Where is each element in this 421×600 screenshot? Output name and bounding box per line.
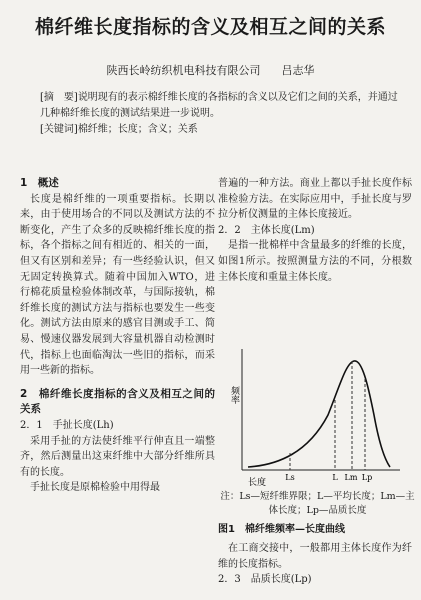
left-column: [20, 176, 215, 496]
keywords-text: 棉纤维；长度；含义；关系: [77, 124, 198, 135]
mark-l: L: [332, 473, 338, 482]
figure-note: 注：Ls—短纤维界限；L—平均长度；Lm—主体长度；Lp—品质长度: [220, 491, 415, 516]
mark-lm: Lm: [344, 473, 358, 482]
figure-caption: 图1 棉纤维频率—长度曲线: [218, 524, 345, 535]
section-1-heading: 1 概述: [20, 177, 59, 189]
mark-lp: Lp: [361, 473, 373, 482]
section-2-heading: 2 棉纤维长度指标的含义及相互之间的关系: [20, 387, 215, 416]
keywords-label: [关键词]: [40, 124, 78, 135]
section-2-3-heading: 2．3 品质长度(Lp): [218, 574, 312, 586]
paragraph-after-figure: 在工商交接中，一般都用主体长度作为纤维的长度指标。: [218, 543, 412, 570]
section-2-1-paragraph-2: 手扯长度是原棉检验中用得最: [30, 482, 160, 494]
frequency-curve: [248, 361, 390, 467]
right-continued-paragraph: 普遍的一种方法。商业上都以手扯长度作标准检验方法。在实际应用中，手扯长度与罗拉分析仪测量的主体长度接近。: [218, 178, 412, 221]
section-2-2-heading: 2．2 主体长度(Lm): [218, 224, 315, 236]
y-axis-label: 频率: [229, 386, 239, 404]
byline: [0, 62, 421, 78]
author: 吕志华: [281, 64, 315, 77]
x-axis-label: 长度: [248, 478, 267, 488]
section-2-1-heading: 2．1 手扯长度(Lh): [20, 419, 114, 431]
right-column-bottom: [218, 541, 412, 588]
abstract-block: [40, 90, 400, 138]
figure-caption-block: [218, 522, 413, 538]
mark-ls: Ls: [285, 473, 295, 482]
section-2-2-paragraph: 是指一批棉样中含量最多的纤维的长度，如图1所示。按照测量方法的不同，分根数主体长度和重量主体长度。: [218, 240, 412, 283]
section-2-1-paragraph-1: 采用手扯的方法使纤维平行伸直且一端整齐，然后测量出这束纤维中大部分纤维所具有的长度。: [20, 435, 215, 478]
abstract-text: 说明现有的表示棉纤维长度的各指标的含义以及它们之间的关系，并通过几种棉纤维长度的测试结果进一步说明。: [40, 92, 398, 119]
paper-title: 棉纤维长度指标的含义及相互之间的关系: [34, 16, 386, 38]
organization: 陕西长岭纺织机电科技有限公司: [106, 64, 261, 77]
section-1-paragraph: 长度是棉纤维的一项重要指标。长期以来，由于使用场合的不同以及测试方法的不断变化，产生了众多的反映棉纤维长度的指标，各个指标之间有相近的、相关的一面，但又有区别和差异；有一些经验认识，但又无固定转换算式。随着中国加入WTO，进行棉花质量检验体制改革，与国际接轨，棉纤维长度的测试方法与指标也要发生一些变化。测试方法由原来的感官目测或手工、简易、慢速仪器发展到大容量机器自动检测时代，指标上也面临淘汰一些旧的指标，而采用一些新的指标。: [20, 193, 215, 377]
abstract-label: [摘 要]: [40, 92, 78, 103]
right-column: [218, 176, 412, 285]
